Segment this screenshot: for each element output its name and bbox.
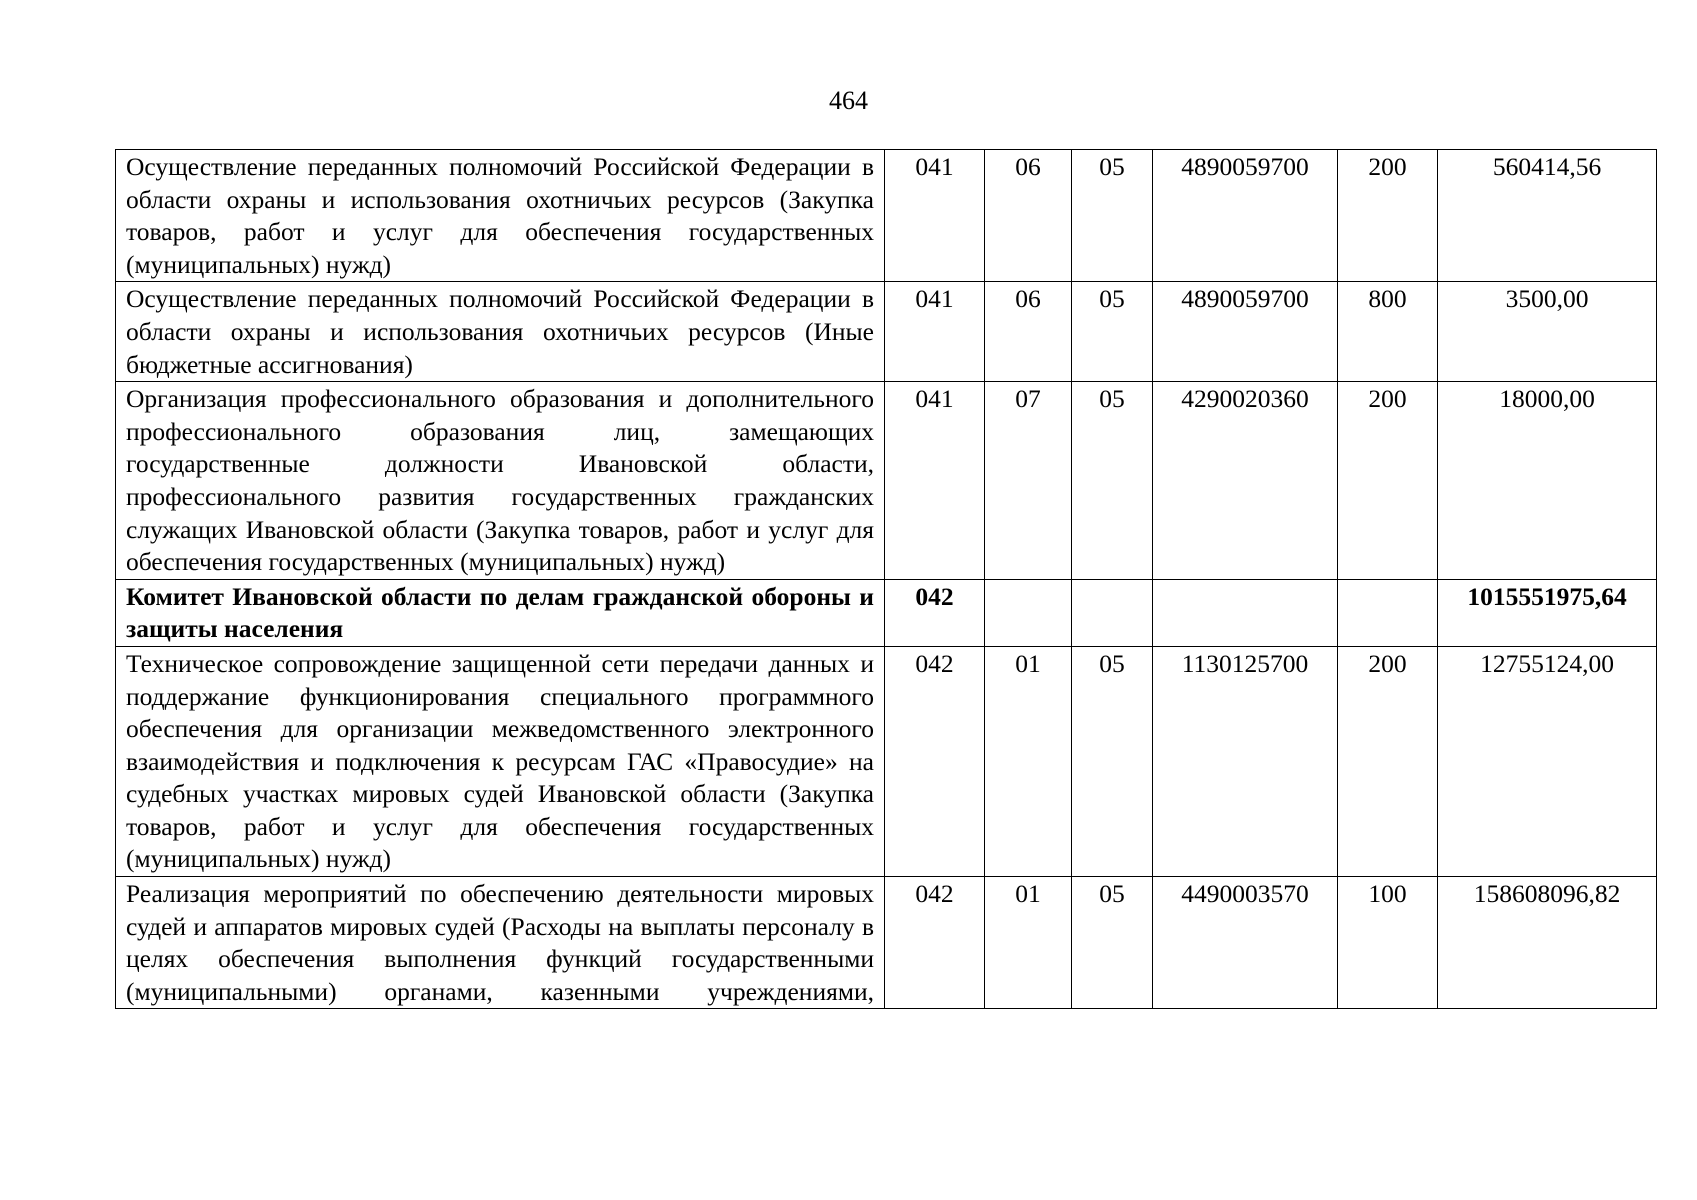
row-amount: 1015551975,64 bbox=[1438, 579, 1657, 646]
row-target-article-code: 4490003570 bbox=[1153, 877, 1338, 1009]
row-description: Реализация мероприятий по обеспечению деятельности мировых судей и аппаратов мировых судей (Расходы на выплаты персоналу в целях обеспечения выполнения функций государственными (муниципальными) органами, казенными учреждениями, bbox=[116, 877, 885, 1009]
row-subsection-code: 05 bbox=[1072, 646, 1153, 876]
row-amount: 3500,00 bbox=[1438, 282, 1657, 382]
row-target-article-code: 4890059700 bbox=[1153, 282, 1338, 382]
row-target-article-code: 4290020360 bbox=[1153, 382, 1338, 580]
row-section-code: 06 bbox=[985, 150, 1072, 282]
row-ministry-code: 042 bbox=[885, 877, 985, 1009]
row-ministry-code: 041 bbox=[885, 282, 985, 382]
row-amount: 12755124,00 bbox=[1438, 646, 1657, 876]
budget-table-body bbox=[116, 150, 1657, 1009]
page-number: 464 bbox=[829, 86, 868, 115]
row-description: Техническое сопровождение защищенной сети передачи данных и поддержание функционирования специального программного обеспечения для организации межведомственного электронного взаимодействия и подключения к ресурсам ГАС «Правосудие» на судебных участках мировых судей Ивановской области (Закупка товаров, работ и услуг для обеспечения государственных (муниципальных) нужд) bbox=[116, 646, 885, 876]
row-ministry-code: 041 bbox=[885, 150, 985, 282]
row-ministry-code: 042 bbox=[885, 646, 985, 876]
row-expense-type-code: 200 bbox=[1338, 382, 1438, 580]
row-section-code: 06 bbox=[985, 282, 1072, 382]
row-ministry-code: 042 bbox=[885, 579, 985, 646]
table-row bbox=[116, 150, 1657, 282]
table-row bbox=[116, 646, 1657, 876]
table-row bbox=[116, 579, 1657, 646]
row-description: Организация профессионального образования и дополнительного профессионального образования лиц, замещающих государственные должности Ивановской области, профессионального развития государственных гражданских служащих Ивановской области (Закупка товаров, работ и услуг для обеспечения государственных (муниципальных) нужд) bbox=[116, 382, 885, 580]
row-expense-type-code: 200 bbox=[1338, 150, 1438, 282]
row-expense-type-code bbox=[1338, 579, 1438, 646]
row-section-code: 01 bbox=[985, 646, 1072, 876]
row-section-code: 01 bbox=[985, 877, 1072, 1009]
row-subsection-code: 05 bbox=[1072, 877, 1153, 1009]
row-section-code: 07 bbox=[985, 382, 1072, 580]
row-subsection-code: 05 bbox=[1072, 282, 1153, 382]
row-expense-type-code: 800 bbox=[1338, 282, 1438, 382]
row-amount: 560414,56 bbox=[1438, 150, 1657, 282]
row-amount: 18000,00 bbox=[1438, 382, 1657, 580]
row-subsection-code: 05 bbox=[1072, 150, 1153, 282]
table-row bbox=[116, 282, 1657, 382]
row-amount: 158608096,82 bbox=[1438, 877, 1657, 1009]
row-description: Осуществление переданных полномочий Российской Федерации в области охраны и использования охотничьих ресурсов (Иные бюджетные ассигнования) bbox=[116, 282, 885, 382]
budget-table bbox=[115, 149, 1657, 1009]
row-target-article-code bbox=[1153, 579, 1338, 646]
row-expense-type-code: 100 bbox=[1338, 877, 1438, 1009]
row-section-code bbox=[985, 579, 1072, 646]
table-row bbox=[116, 382, 1657, 580]
row-description: Осуществление переданных полномочий Российской Федерации в области охраны и использования охотничьих ресурсов (Закупка товаров, работ и услуг для обеспечения государственных (муниципальных) нужд) bbox=[116, 150, 885, 282]
row-target-article-code: 1130125700 bbox=[1153, 646, 1338, 876]
row-subsection-code: 05 bbox=[1072, 382, 1153, 580]
row-description: Комитет Ивановской области по делам гражданской обороны и защиты населения bbox=[116, 579, 885, 646]
table-row bbox=[116, 877, 1657, 1009]
row-ministry-code: 041 bbox=[885, 382, 985, 580]
row-target-article-code: 4890059700 bbox=[1153, 150, 1338, 282]
row-expense-type-code: 200 bbox=[1338, 646, 1438, 876]
row-subsection-code bbox=[1072, 579, 1153, 646]
